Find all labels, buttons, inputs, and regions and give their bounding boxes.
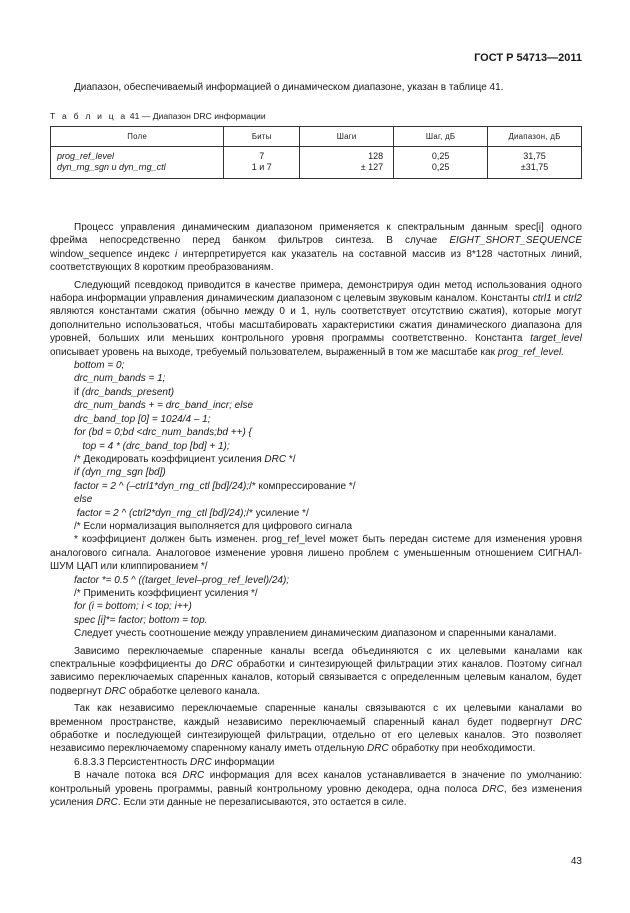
text-run: EIGHT_SHORT_SEQUENCE — [449, 235, 582, 247]
text-run: bottom = 0; — [74, 360, 125, 372]
text-run: информации — [211, 756, 275, 768]
code-line — [50, 493, 582, 506]
cell-range-db: ±31,75 — [488, 162, 582, 179]
text-run: drc_num_bands + = drc_band_incr; else — [74, 400, 254, 412]
text-run: DRC — [367, 743, 389, 755]
text-run: DRC — [190, 756, 212, 768]
text-run: /* компрессирование */ — [249, 480, 356, 492]
text-run: являются константами сжатия (обычно между 0 и 1, нуль соответствует отсутствию сжатия), которые могут дополнительно использоваться, чтобы масштабировать характеристики сжатия динамического диапазона для уровней, больших или меньших контрольного уровня программы соответственно. Константа — [50, 306, 582, 345]
code-line — [50, 440, 582, 453]
text-run: информация для всех каналов устанавливается в значение по умолчанию: контрольный уровень программы, равный контрольному уровню декодера, одна полоса — [50, 770, 582, 795]
text-run: обработку при необходимости. — [388, 743, 536, 755]
text-run: else — [74, 494, 93, 506]
paragraph-coupling-note — [50, 627, 582, 640]
text-run: factor *= 0.5 ^ ((target_level–prog_ref_level)/24); — [74, 574, 290, 586]
text-run: drc_band_top [0] = 1024/4 – 1; — [74, 413, 211, 425]
text-run: DRC — [104, 685, 127, 697]
text-run: обработке целевого канала. — [126, 685, 260, 697]
table-caption — [50, 111, 266, 121]
text-run: обработке и последующей синтезирующей фильтрации, отдельно от его целевых каналов. Это позволяет независимо переключаемому спаренному каналу иметь отдельную — [50, 730, 582, 755]
text-run: ctrl2 — [563, 293, 582, 305]
table-header-row — [51, 127, 582, 147]
col-header-field: Поле — [51, 127, 224, 147]
code-line — [50, 453, 582, 466]
text-run: top = 4 * (drc_band_top [bd] + 1); — [74, 440, 230, 452]
text-run: Так как независимо переключаемые спаренные каналы связываются с их целевыми каналами во временном пространстве, каждый независимо переключаемый спаренный канал будет подвергнут — [50, 703, 582, 728]
text-run: */ — [286, 453, 296, 465]
text-run: factor = 2 ^ (–ctrl1*dyn_rng_ctl [bd]/24); — [74, 480, 250, 492]
cell-bits: 1 и 7 — [224, 162, 300, 179]
paragraph-dependent-channels — [50, 645, 582, 699]
code-line — [50, 574, 582, 587]
cell-step-db: 0,25 — [394, 151, 488, 162]
caption-title: — Диапазон DRC информации — [141, 111, 266, 121]
col-header-step-db: Шаг, дБ — [394, 127, 488, 147]
code-line — [50, 426, 582, 439]
col-header-steps: Шаги — [300, 127, 394, 147]
text-run: интерпретируется как указатель на составной массив из 8*128 частотных линий, соответствующих 8 коротким преобразованиям. — [50, 248, 582, 274]
code-line — [50, 372, 582, 385]
text-run: , без изменения усиления — [50, 783, 582, 809]
cell-bits: 7 — [224, 151, 300, 162]
cell-step-db: 0,25 — [394, 162, 488, 179]
text-run: DRC — [264, 453, 287, 465]
text-run: В начале потока вся — [74, 770, 183, 782]
section-heading — [50, 756, 582, 769]
pseudocode-comment: * коэффициент должен быть изменен. prog_ref_level может быть передан системе для изменения уровня аналогового сигнала. Аналоговое изменение уровня лишено проблем с уменьшенным отношением СИГНАЛ-ШУМ ЦАП или клиппированием */ — [50, 534, 582, 573]
code-line — [50, 480, 582, 493]
text-run: DRC — [482, 783, 504, 795]
text-run: drc_num_bands = 1; — [74, 373, 166, 385]
col-header-bits: Биты — [224, 127, 300, 147]
caption-number: 41 — [129, 111, 140, 121]
text-run: spec [i]*= factor; bottom = top. — [74, 614, 208, 626]
table-row — [51, 162, 582, 179]
text-run: ctrl1 — [532, 293, 552, 305]
text-run: 6.8.3.3 Персистентность — [74, 756, 191, 768]
code-line — [50, 413, 582, 426]
code-line — [50, 614, 582, 627]
text-run: обработки и синтезирующей фильтрации этих каналов. Поэтому сигнал зависимо переключаемых спаренных каналов, который связывается с определенным целевым каналом, будет подвергнут — [50, 659, 582, 697]
code-line — [50, 386, 582, 399]
text-run: DRC — [96, 797, 118, 809]
text-run: for (bd = 0;bd <drc_num_bands;bd ++) { — [74, 427, 252, 439]
paragraph-pseudocode-intro — [50, 279, 582, 359]
text-run: /* Декодировать коэффициент усиления — [74, 453, 265, 465]
text-run: и — [551, 293, 564, 305]
code-line — [50, 587, 582, 600]
text-run: window_sequence индекс — [50, 248, 176, 260]
text-run: if — [74, 386, 82, 398]
page-number: 43 — [570, 856, 582, 867]
text-run: Зависимо переключаемые спаренные каналы всегда объединяются с их целевыми каналами как спектральные коэффициенты до — [50, 645, 582, 670]
table-row — [51, 151, 582, 162]
text-run: DRC — [560, 716, 582, 728]
cell-steps: 128 — [300, 151, 394, 162]
caption-prefix: Т а б л и ц а — [50, 111, 128, 121]
text-run: DRC — [182, 770, 205, 782]
text-run: (drc_bands_present) — [81, 386, 175, 398]
text-run: /* Применить коэффициент усиления */ — [74, 587, 258, 599]
text-run: . Если эти данные не перезаписываются, это остается в силе. — [117, 797, 407, 809]
code-line — [50, 520, 582, 533]
text-run: factor = 2 ^ (ctrl2*dyn_rng_ctl [bd]/24); — [74, 507, 247, 519]
intro-text: Диапазон, обеспечиваемый информацией о динамическом диапазоне, указан в таблице 41. — [74, 82, 504, 93]
text-run: /* Если нормализация выполняется для цифрового сигнала — [74, 520, 353, 532]
text-run: prog_ref_level. — [497, 346, 564, 358]
code-line — [50, 466, 582, 479]
text-run: target_level — [530, 333, 582, 345]
text-run: Следует учесть соотношение между управлением динамическим диапазоном и спаренными каналами. — [74, 628, 557, 640]
text-run: Следующий псевдокод приводится в качестве примера, демонстрируя один метод использования одного набора информации управления динамическим диапазоном с целевым звуковым каналом. Константы — [50, 279, 582, 305]
code-line — [50, 359, 582, 372]
cell-field: prog_ref_level — [51, 151, 224, 162]
text-run: описывает уровень на выходе, требуемый пользователем, выраженный в том же масштабе как — [50, 346, 498, 358]
paragraph-drc-process — [50, 221, 582, 275]
paragraph-independent-channels — [50, 702, 582, 756]
text-run: DRC — [211, 659, 233, 670]
text-run: /* усиление */ — [246, 507, 309, 519]
paragraph-persistence — [50, 769, 582, 809]
text-run: if (dyn_rng_sgn [bd]) — [74, 467, 166, 479]
cell-steps: ± 127 — [300, 162, 394, 179]
drc-range-table — [50, 126, 582, 179]
standard-header: ГОСТ Р 54713—2011 — [474, 52, 582, 64]
cell-range-db: 31,75 — [488, 151, 582, 162]
code-line — [50, 399, 582, 412]
pseudocode-block-2 — [50, 574, 582, 628]
text-run: Процесс управления динамическим диапазоном применяется к спектральным данным spec[i] одного фрейма непосредственно перед банком фильтров синтеза. В случае — [50, 222, 582, 247]
col-header-range-db: Диапазон, дБ — [488, 127, 582, 147]
code-line — [50, 507, 582, 520]
body-text — [50, 221, 582, 809]
pseudocode-block — [50, 359, 582, 533]
text-run: i — [175, 248, 178, 260]
cell-field: dyn_rng_sgn и dyn_rng_ctl — [51, 162, 224, 179]
code-line — [50, 600, 582, 613]
text-run: for (i = bottom; i < top; i++) — [74, 601, 192, 613]
